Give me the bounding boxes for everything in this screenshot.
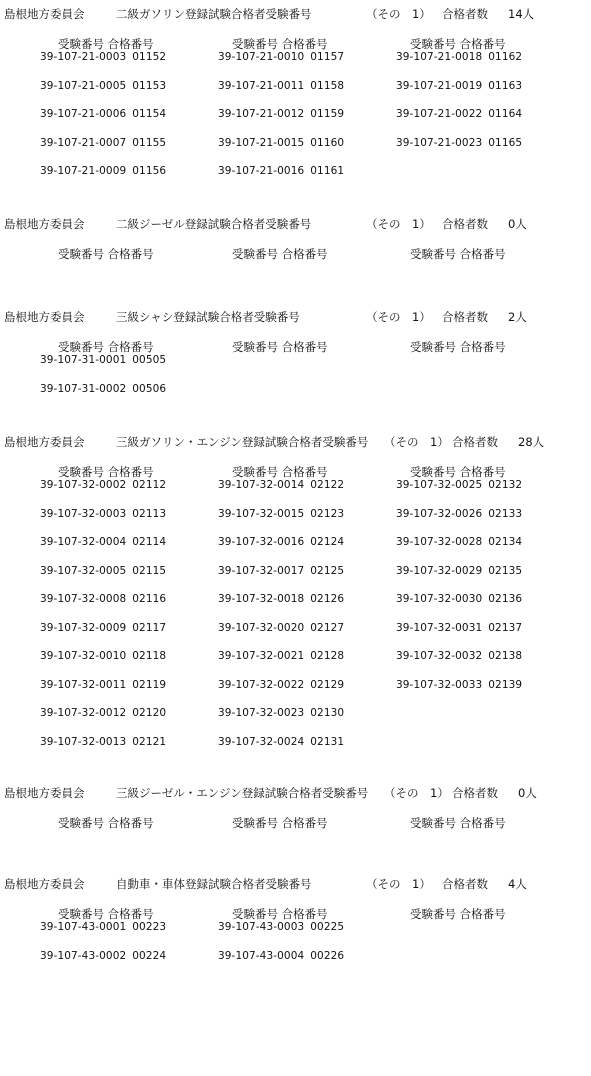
result-entry: [40, 50, 166, 64]
column-header: 受験番号 合格番号: [58, 907, 154, 921]
section-header: [0, 6, 591, 24]
exam-number: 39-107-21-0015: [218, 136, 305, 149]
exam-number: 39-107-21-0009: [40, 165, 127, 177]
exam-number: 39-107-21-0022: [396, 108, 483, 120]
pass-count: 14人: [508, 7, 535, 21]
exam-number: 39-107-21-0016: [218, 165, 305, 177]
column-header: 受験番号 合格番号: [58, 247, 154, 261]
pass-count-label: 合格者数: [442, 7, 488, 21]
results-section: [0, 434, 591, 748]
result-entry: [396, 564, 522, 578]
pass-number: 02113: [132, 507, 167, 520]
pass-number: 01152: [132, 51, 167, 63]
result-entry: [218, 678, 344, 692]
result-entry: [218, 735, 344, 749]
pass-number: 02127: [310, 621, 345, 634]
pass-number: 01165: [488, 136, 523, 149]
pass-number: 02124: [310, 536, 345, 548]
pass-count: 2人: [508, 310, 527, 324]
pass-number: 01153: [132, 79, 167, 92]
pass-number: 02137: [488, 621, 523, 634]
result-entry: [40, 920, 166, 934]
column-header: 受験番号 合格番号: [232, 907, 328, 921]
pass-number: 00505: [132, 354, 167, 366]
exam-number: 39-107-21-0005: [40, 79, 127, 92]
section-header: [0, 216, 591, 234]
section-title: 三級ジーゼル・エンジン登録試験合格者受験番号: [116, 786, 369, 800]
result-entry: [218, 136, 344, 150]
pass-number: 02134: [488, 536, 523, 548]
result-entry: [396, 507, 522, 521]
exam-number: 39-107-21-0010: [218, 51, 305, 63]
column-header: 受験番号 合格番号: [410, 340, 506, 354]
pass-number: 01156: [132, 165, 167, 177]
section-header: [0, 876, 591, 894]
pass-number: 00506: [132, 382, 167, 395]
pass-number: 01158: [310, 79, 345, 92]
pass-number: 01161: [310, 165, 345, 177]
result-entry: [218, 592, 344, 606]
pass-count-label: 合格者数: [452, 786, 498, 800]
result-entry: [40, 564, 166, 578]
exam-number: 39-107-32-0010: [40, 650, 127, 662]
column-header: 受験番号 合格番号: [410, 816, 506, 830]
section-part: （その 1）: [384, 786, 449, 800]
exam-number: 39-107-32-0014: [218, 479, 305, 491]
result-entry: [40, 649, 166, 663]
exam-number: 39-107-32-0012: [40, 707, 127, 719]
result-entry: [40, 107, 166, 121]
column-header: 受験番号 合格番号: [410, 907, 506, 921]
result-entry: [40, 592, 166, 606]
result-entry: [40, 678, 166, 692]
section-title: 二級ジーゼル登録試験合格者受験番号: [116, 217, 312, 231]
pass-number: 01159: [310, 108, 345, 120]
pass-number: 02118: [132, 650, 167, 662]
pass-number: 00226: [310, 949, 345, 962]
exam-number: 39-107-32-0030: [396, 593, 483, 605]
exam-number: 39-107-32-0025: [396, 479, 483, 491]
pass-number: 02138: [488, 650, 523, 662]
result-entry: [40, 706, 166, 720]
column-header: 受験番号 合格番号: [410, 247, 506, 261]
pass-number: 02121: [132, 735, 167, 748]
result-entry: [218, 535, 344, 549]
result-entry: [40, 164, 166, 178]
pass-number: 02116: [132, 593, 167, 605]
section-header: [0, 309, 591, 327]
pass-number: 02122: [310, 479, 345, 491]
exam-number: 39-107-21-0019: [396, 79, 483, 92]
pass-number: 02131: [310, 735, 345, 748]
exam-number: 39-107-32-0021: [218, 650, 305, 662]
pass-number: 00223: [132, 921, 167, 933]
exam-number: 39-107-43-0002: [40, 949, 127, 962]
exam-number: 39-107-32-0024: [218, 735, 305, 748]
result-entry: [218, 50, 344, 64]
exam-number: 39-107-32-0026: [396, 507, 483, 520]
pass-count-label: 合格者数: [452, 435, 498, 449]
exam-number: 39-107-32-0032: [396, 650, 483, 662]
result-entry: [218, 507, 344, 521]
section-header: [0, 434, 591, 452]
committee-name: 島根地方委員会: [4, 7, 85, 21]
result-entry: [40, 535, 166, 549]
exam-number: 39-107-21-0011: [218, 79, 305, 92]
pass-number: 01154: [132, 108, 167, 120]
exam-number: 39-107-32-0017: [218, 564, 305, 577]
result-entry: [40, 136, 166, 150]
exam-number: 39-107-31-0002: [40, 382, 127, 395]
pass-number: 02133: [488, 507, 523, 520]
column-header: 受験番号 合格番号: [58, 37, 154, 51]
exam-number: 39-107-32-0002: [40, 479, 127, 491]
section-title: 自動車・車体登録試験合格者受験番号: [116, 877, 312, 891]
result-entry: [40, 507, 166, 521]
result-entry: [218, 164, 344, 178]
pass-number: 01157: [310, 51, 345, 63]
exam-number: 39-107-32-0011: [40, 678, 127, 691]
pass-number: 01155: [132, 136, 167, 149]
result-entry: [40, 79, 166, 93]
result-entry: [40, 353, 166, 367]
result-entry: [218, 920, 344, 934]
section-title: 二級ガソリン登録試験合格者受験番号: [116, 7, 312, 21]
section-title: 三級ガソリン・エンジン登録試験合格者受験番号: [116, 435, 369, 449]
pass-number: 02128: [310, 650, 345, 662]
column-header: 受験番号 合格番号: [410, 465, 506, 479]
section-header: [0, 785, 591, 803]
pass-number: 02125: [310, 564, 345, 577]
exam-number: 39-107-43-0001: [40, 921, 127, 933]
result-entry: [396, 621, 522, 635]
column-header: 受験番号 合格番号: [58, 816, 154, 830]
pass-number: 02136: [488, 593, 523, 605]
section-part: （その 1）: [366, 310, 431, 324]
exam-number: 39-107-43-0003: [218, 921, 305, 933]
column-header: 受験番号 合格番号: [232, 247, 328, 261]
result-entry: [40, 478, 166, 492]
exam-number: 39-107-32-0009: [40, 621, 127, 634]
result-entry: [40, 382, 166, 396]
pass-count: 28人: [518, 435, 545, 449]
section-title: 三級シャシ登録試験合格者受験番号: [116, 310, 300, 324]
exam-number: 39-107-32-0022: [218, 678, 305, 691]
result-entry: [396, 678, 522, 692]
exam-number: 39-107-21-0006: [40, 108, 127, 120]
result-entry: [396, 136, 522, 150]
result-entry: [396, 592, 522, 606]
exam-number: 39-107-32-0016: [218, 536, 305, 548]
result-entry: [40, 621, 166, 635]
result-entry: [396, 107, 522, 121]
results-section: [0, 6, 591, 206]
result-entry: [396, 649, 522, 663]
result-entry: [218, 949, 344, 963]
exam-number: 39-107-32-0020: [218, 621, 305, 634]
pass-number: 02130: [310, 707, 345, 719]
pass-number: 01163: [488, 79, 523, 92]
pass-count-label: 合格者数: [442, 217, 488, 231]
exam-number: 39-107-21-0007: [40, 136, 127, 149]
result-entry: [218, 107, 344, 121]
exam-number: 39-107-32-0029: [396, 564, 483, 577]
column-header: 受験番号 合格番号: [58, 465, 154, 479]
result-entry: [396, 50, 522, 64]
pass-number: 02139: [488, 678, 523, 691]
pass-count-label: 合格者数: [442, 877, 488, 891]
results-section: [0, 876, 591, 1076]
column-header: 受験番号 合格番号: [232, 37, 328, 51]
result-entry: [218, 478, 344, 492]
column-header: 受験番号 合格番号: [232, 816, 328, 830]
committee-name: 島根地方委員会: [4, 786, 85, 800]
exam-number: 39-107-32-0028: [396, 536, 483, 548]
pass-number: 02126: [310, 593, 345, 605]
exam-number: 39-107-21-0003: [40, 51, 127, 63]
pass-number: 02114: [132, 536, 167, 548]
exam-number: 39-107-32-0003: [40, 507, 127, 520]
exam-number: 39-107-43-0004: [218, 949, 305, 962]
result-entry: [218, 621, 344, 635]
committee-name: 島根地方委員会: [4, 217, 85, 231]
exam-number: 39-107-31-0001: [40, 354, 127, 366]
column-header: 受験番号 合格番号: [232, 340, 328, 354]
pass-number: 02135: [488, 564, 523, 577]
exam-number: 39-107-21-0012: [218, 108, 305, 120]
section-part: （その 1）: [384, 435, 449, 449]
pass-number: 02115: [132, 564, 167, 577]
exam-number: 39-107-21-0018: [396, 51, 483, 63]
pass-count: 0人: [518, 786, 537, 800]
section-part: （その 1）: [366, 877, 431, 891]
result-entry: [396, 478, 522, 492]
pass-count: 4人: [508, 877, 527, 891]
pass-number: 02120: [132, 707, 167, 719]
pass-number: 02117: [132, 621, 167, 634]
exam-number: 39-107-32-0005: [40, 564, 127, 577]
committee-name: 島根地方委員会: [4, 877, 85, 891]
pass-number: 01160: [310, 136, 345, 149]
pass-number: 02129: [310, 678, 345, 691]
pass-number: 02119: [132, 678, 167, 691]
pass-number: 01162: [488, 51, 523, 63]
pass-number: 01164: [488, 108, 523, 120]
result-entry: [218, 79, 344, 93]
result-entry: [40, 735, 166, 749]
exam-number: 39-107-32-0033: [396, 678, 483, 691]
result-entry: [40, 949, 166, 963]
result-entry: [218, 706, 344, 720]
exam-number: 39-107-32-0015: [218, 507, 305, 520]
result-entry: [218, 649, 344, 663]
pass-number: 00225: [310, 921, 345, 933]
result-entry: [218, 564, 344, 578]
pass-count: 0人: [508, 217, 527, 231]
exam-number: 39-107-21-0023: [396, 136, 483, 149]
pass-number: 00224: [132, 949, 167, 962]
pass-number: 02123: [310, 507, 345, 520]
committee-name: 島根地方委員会: [4, 310, 85, 324]
exam-number: 39-107-32-0018: [218, 593, 305, 605]
exam-number: 39-107-32-0008: [40, 593, 127, 605]
column-header: 受験番号 合格番号: [58, 340, 154, 354]
result-entry: [396, 535, 522, 549]
exam-number: 39-107-32-0031: [396, 621, 483, 634]
exam-number: 39-107-32-0004: [40, 536, 127, 548]
column-header: 受験番号 合格番号: [410, 37, 506, 51]
pass-number: 02132: [488, 479, 523, 491]
pass-count-label: 合格者数: [442, 310, 488, 324]
column-header: 受験番号 合格番号: [232, 465, 328, 479]
pass-number: 02112: [132, 479, 167, 491]
section-part: （その 1）: [366, 217, 431, 231]
exam-number: 39-107-32-0023: [218, 707, 305, 719]
section-part: （その 1）: [366, 7, 431, 21]
result-entry: [396, 79, 522, 93]
committee-name: 島根地方委員会: [4, 435, 85, 449]
exam-number: 39-107-32-0013: [40, 735, 127, 748]
